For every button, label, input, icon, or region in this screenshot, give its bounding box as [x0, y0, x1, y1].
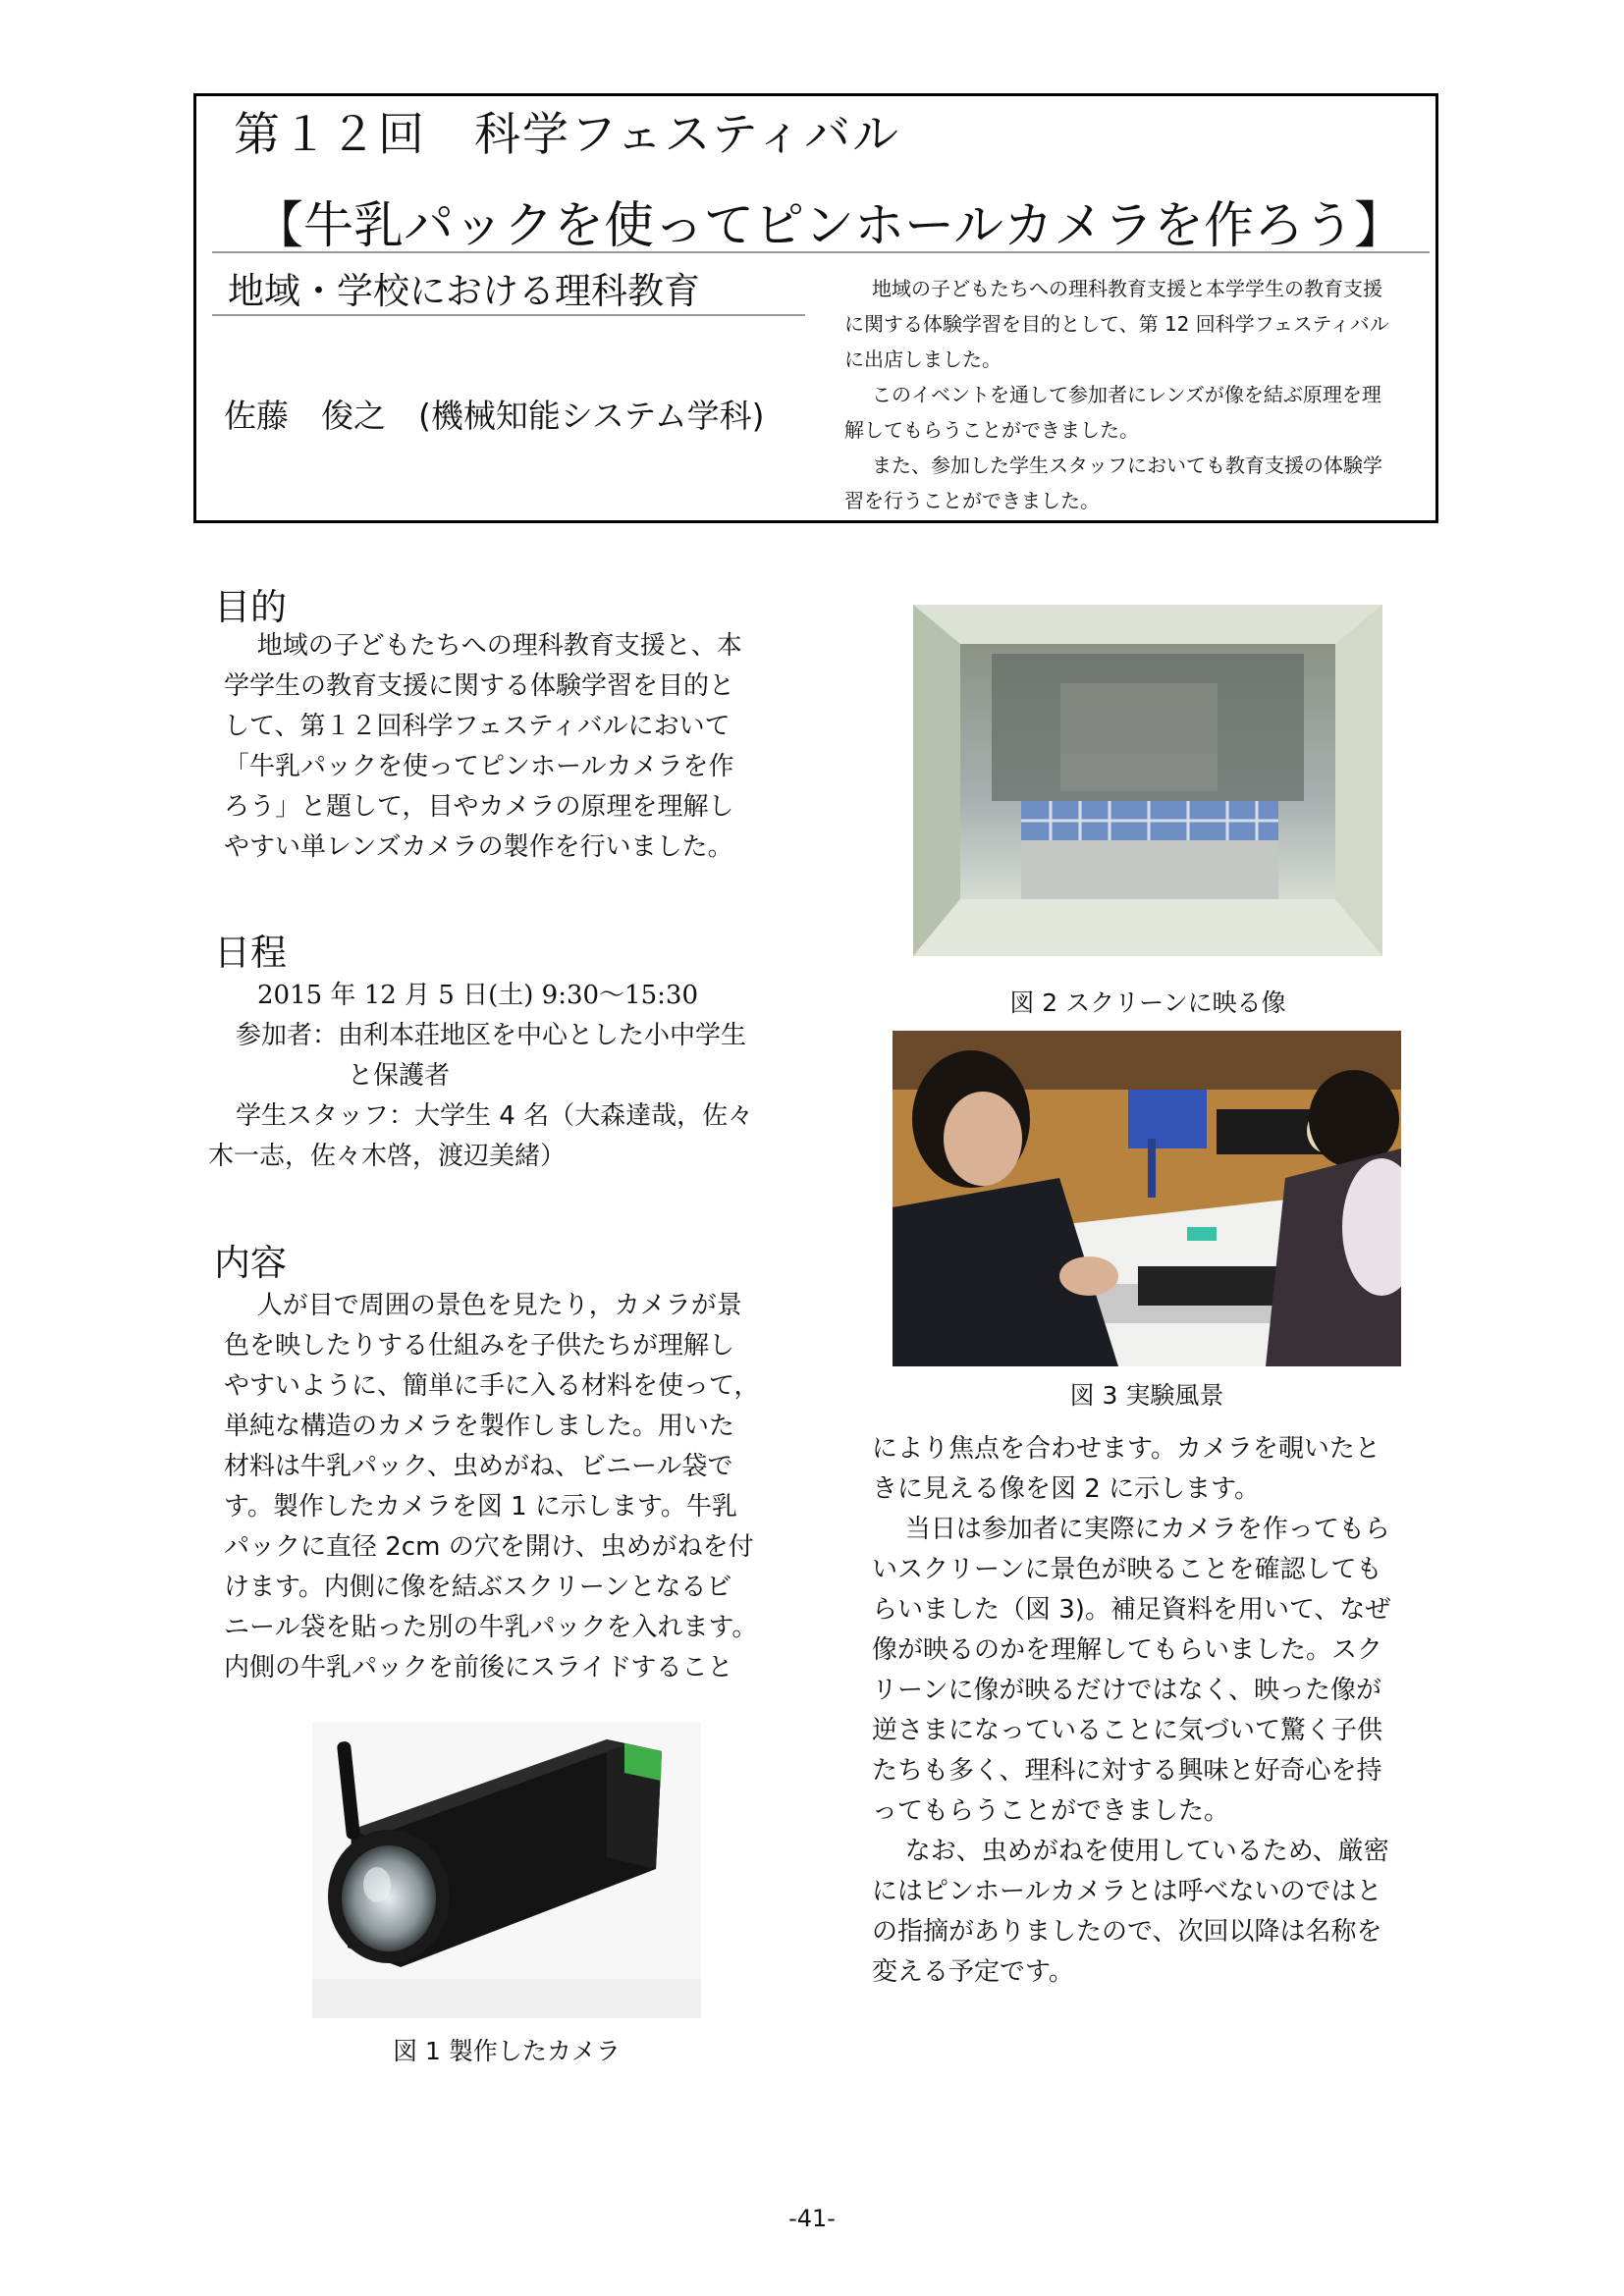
abstract — [844, 271, 1394, 518]
section-heading-content: 内容 — [214, 1242, 287, 1284]
text-line: 人が目で周囲の景色を見たり，カメラが景 — [256, 1291, 742, 1320]
schedule-participants: 参加者：由利本荘地区を中心とした小中学生 — [236, 1021, 747, 1050]
figure-2-image — [913, 605, 1382, 956]
schedule-staff-cont: 木一志，佐々木啓，渡辺美緒） — [208, 1142, 567, 1171]
text-line: 地域の子どもたちへの理科教育支援と、本 — [256, 631, 742, 661]
content-text-continued — [872, 1429, 1390, 1993]
subtitle: 地域・学校における理科教育 — [228, 270, 700, 312]
figure-1-caption: 図 1 製作したカメラ — [393, 2037, 621, 2065]
text-line: なお、虫めがねを使用しているため、厳密 — [904, 1837, 1389, 1866]
text-line: 当日は参加者に実際にカメラを作ってもら — [904, 1515, 1390, 1544]
page-number: -41- — [788, 2205, 836, 2232]
figure-2-caption: 図 2 スクリーンに映る像 — [1009, 988, 1286, 1017]
text-line: 単純な構造のカメラを製作しました。用いた — [224, 1412, 735, 1441]
text-line: ろう」と題して，目やカメラの原理を理解し — [224, 792, 734, 822]
figure-3-image — [893, 1031, 1401, 1366]
text-line: 色を映したりする仕組みを子供たちが理解し — [224, 1331, 735, 1361]
text-line: いスクリーンに景色が映ることを確認しても — [872, 1555, 1382, 1584]
schedule-text — [208, 976, 753, 1177]
subtitle-separator — [212, 314, 805, 316]
text-line: らいました（図 3)。補足資料を用いて、なぜ — [872, 1595, 1391, 1625]
text-line: 像が映るのかを理解してもらいました。スク — [872, 1635, 1383, 1665]
schedule-participants-cont: と保護者 — [348, 1061, 451, 1091]
abstract-paragraph: 地域の子どもたちへの理科教育支援と本学学生の教育支援に関する体験学習を目的として、第 12 回科学フェスティバルに出店しました。 — [844, 277, 1389, 371]
author: 佐藤 俊之 (機械知能システム学科) — [224, 397, 765, 435]
figure-1-image — [312, 1722, 701, 2018]
text-line: やすい単レンズカメラの製作を行いました。 — [224, 832, 733, 862]
text-line: きに見える像を図 2 に示します。 — [872, 1474, 1260, 1504]
text-line: す。製作したカメラを図 1 に示します。牛乳 — [224, 1492, 737, 1522]
text-line: ってもらうことができました。 — [872, 1796, 1230, 1826]
purpose-text — [224, 626, 742, 868]
text-line: 「牛乳パックを使ってピンホールカメラを作 — [224, 752, 734, 781]
title-separator — [212, 251, 1430, 253]
schedule-date: 2015 年 12 月 5 日(土) 9:30～15:30 — [257, 981, 698, 1010]
text-line: リーンに像が映るだけではなく、映った像が — [872, 1676, 1381, 1705]
title-line-1: 第１２回 科学フェスティバル — [234, 108, 900, 162]
text-line: 学学生の教育支援に関する体験学習を目的と — [224, 671, 735, 701]
text-line: により焦点を合わせます。カメラを覗いたと — [872, 1434, 1380, 1464]
text-line: 逆さまになっていることに気づいて驚く子供 — [872, 1716, 1383, 1745]
title-line-2: 【牛乳パックを使ってピンホールカメラを作ろう】 — [253, 197, 1404, 255]
text-line: して、第１２回科学フェスティバルにおいて — [224, 712, 731, 741]
text-line: 変える予定です。 — [872, 1957, 1074, 1987]
text-line: にはピンホールカメラとは呼べないのではと — [872, 1877, 1382, 1906]
content-text — [224, 1286, 759, 1688]
section-heading-schedule: 日程 — [214, 932, 287, 974]
abstract-paragraph: また、参加した学生スタッフにおいても教育支援の体験学習を行うことができました。 — [844, 454, 1382, 512]
text-line: けます。内側に像を結ぶスクリーンとなるビ — [224, 1573, 732, 1602]
schedule-staff: 学生スタッフ：大学生 4 名（大森達哉，佐々 — [236, 1101, 754, 1131]
abstract-paragraph: このイベントを通して参加者にレンズが像を結ぶ原理を理解してもらうことができました。 — [844, 383, 1381, 442]
text-line: 材料は牛乳パック、虫めがね、ビニール袋で — [224, 1452, 733, 1481]
section-heading-purpose: 目的 — [214, 586, 287, 628]
figure-3-caption: 図 3 実験風景 — [1069, 1381, 1224, 1410]
text-line: パックに直径 2cm の穴を開け、虫めがねを付 — [224, 1532, 754, 1562]
text-line: やすいように、簡単に手に入る材料を使って， — [224, 1371, 760, 1401]
text-line: ニール袋を貼った別の牛乳パックを入れます。 — [224, 1613, 758, 1642]
text-line: たちも多く、理科に対する興味と好奇心を持 — [872, 1756, 1382, 1786]
text-line: の指摘がありましたので、次回以降は名称を — [872, 1917, 1382, 1947]
text-line: 内側の牛乳パックを前後にスライドすること — [224, 1653, 733, 1682]
